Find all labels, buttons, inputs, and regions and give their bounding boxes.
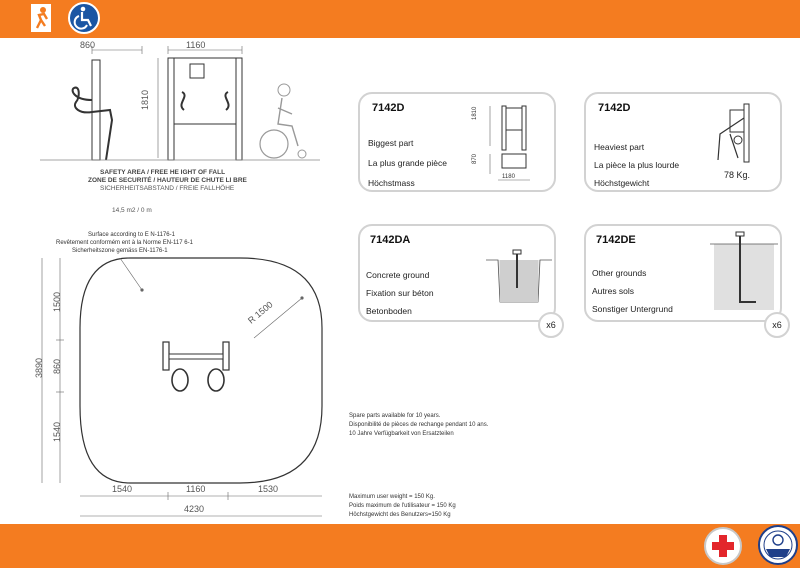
safety-caption-en: SAFETY AREA / FREE HE IGHT OF FALL xyxy=(100,169,226,176)
first-aid-cross-icon xyxy=(704,527,742,565)
plan-width-seg-3: 1530 xyxy=(258,484,279,494)
card-code: 7142D xyxy=(372,102,405,114)
card-biggest-part xyxy=(358,92,556,192)
user-weight-note-fr: Poids maximum de l'utilisateur = 150 Kg xyxy=(349,503,456,509)
user-weight-note-en: Maximum user weight = 150 Kg. xyxy=(349,494,435,500)
header-band xyxy=(0,0,800,38)
plan-height-seg-3: 1540 xyxy=(52,421,62,442)
card-line-de: Sonstiger Untergrund xyxy=(592,304,673,314)
wheelchair-icon xyxy=(68,2,100,34)
card-other-grounds xyxy=(584,224,782,330)
card-line-de: Höchstgewicht xyxy=(594,178,650,188)
card-line-en: Heaviest part xyxy=(594,142,645,152)
card-line-fr: La pièce la plus lourde xyxy=(594,160,680,170)
card-code: 7142DA xyxy=(370,234,411,246)
surface-caption-de: Sicherheitszone gemäss EN-1176-1 xyxy=(72,248,168,254)
footer-band xyxy=(0,524,800,568)
card-line-de: Höchstmass xyxy=(368,178,415,188)
card-line-de: Betonboden xyxy=(366,306,412,316)
heaviest-part-drawing xyxy=(710,100,770,166)
plan-height-seg-1: 1500 xyxy=(52,291,62,312)
plan-height-seg-2: 860 xyxy=(52,358,62,374)
concrete-quantity-badge: x6 xyxy=(538,312,564,338)
front-width-label: 1160 xyxy=(186,40,206,50)
surface-caption-en: Surface according to E N-1176-1 xyxy=(88,232,175,238)
card-code: 7142DE xyxy=(596,234,636,246)
radius-label: R 1500 xyxy=(246,299,275,326)
card-line-en: Other grounds xyxy=(592,268,647,278)
other-grounds-drawing xyxy=(710,230,780,314)
card-code: 7142D xyxy=(598,102,631,114)
card-concrete-ground xyxy=(358,224,556,330)
plan-width-seg-1: 1540 xyxy=(112,484,133,494)
plan-height-total: 3890 xyxy=(34,357,44,378)
user-weight-note-de: Höchstgewicht des Benutzers=150 Kg xyxy=(349,512,451,518)
runner-icon xyxy=(28,2,54,34)
biggest-part-drawing xyxy=(480,100,540,184)
card-line-fr: Fixation sur béton xyxy=(366,288,434,298)
card-line-en: Concrete ground xyxy=(366,270,430,280)
concrete-ground-drawing xyxy=(484,250,554,310)
area-value: 14,5 m2 / 0 m xyxy=(112,207,152,214)
card-line-en: Biggest part xyxy=(368,138,414,148)
card-line-fr: La plus grande pièce xyxy=(368,158,447,168)
surface-caption-fr: Revêtement conformém ent à la Norme EN-117 6-1 xyxy=(56,240,193,246)
biggest-dim-depth: 870 xyxy=(472,153,478,164)
spare-parts-note-fr: Disponibilité de pièces de rechange pendant 10 ans. xyxy=(349,422,489,428)
card-heaviest-part xyxy=(584,92,782,192)
plan-drawing xyxy=(30,228,360,508)
side-width-label: 860 xyxy=(80,40,96,50)
other-grounds-quantity-badge: x6 xyxy=(764,312,790,338)
card-line-fr: Autres sols xyxy=(592,286,635,296)
spare-parts-note-de: 10 Jahre Verfügbarkeit von Ersatzteilen xyxy=(349,431,454,437)
biggest-dim-width: 1180 xyxy=(502,174,515,180)
biggest-dim-height: 1810 xyxy=(472,106,478,120)
safety-caption-de: SICHERHEITSABSTAND / FREIE FALLHÖHE xyxy=(100,185,235,192)
safety-caption-fr: ZONE DE SECURITÉ / HAUTEUR DE CHUTE LI BRE xyxy=(88,177,247,184)
tuv-certification-seal xyxy=(758,525,798,565)
heaviest-weight: 78 Kg. xyxy=(724,170,751,180)
spare-parts-note-en: Spare parts available for 10 years. xyxy=(349,413,441,419)
height-label: 1810 xyxy=(140,89,150,110)
plan-width-total: 4230 xyxy=(184,504,205,514)
plan-width-seg-2: 1160 xyxy=(186,484,206,494)
